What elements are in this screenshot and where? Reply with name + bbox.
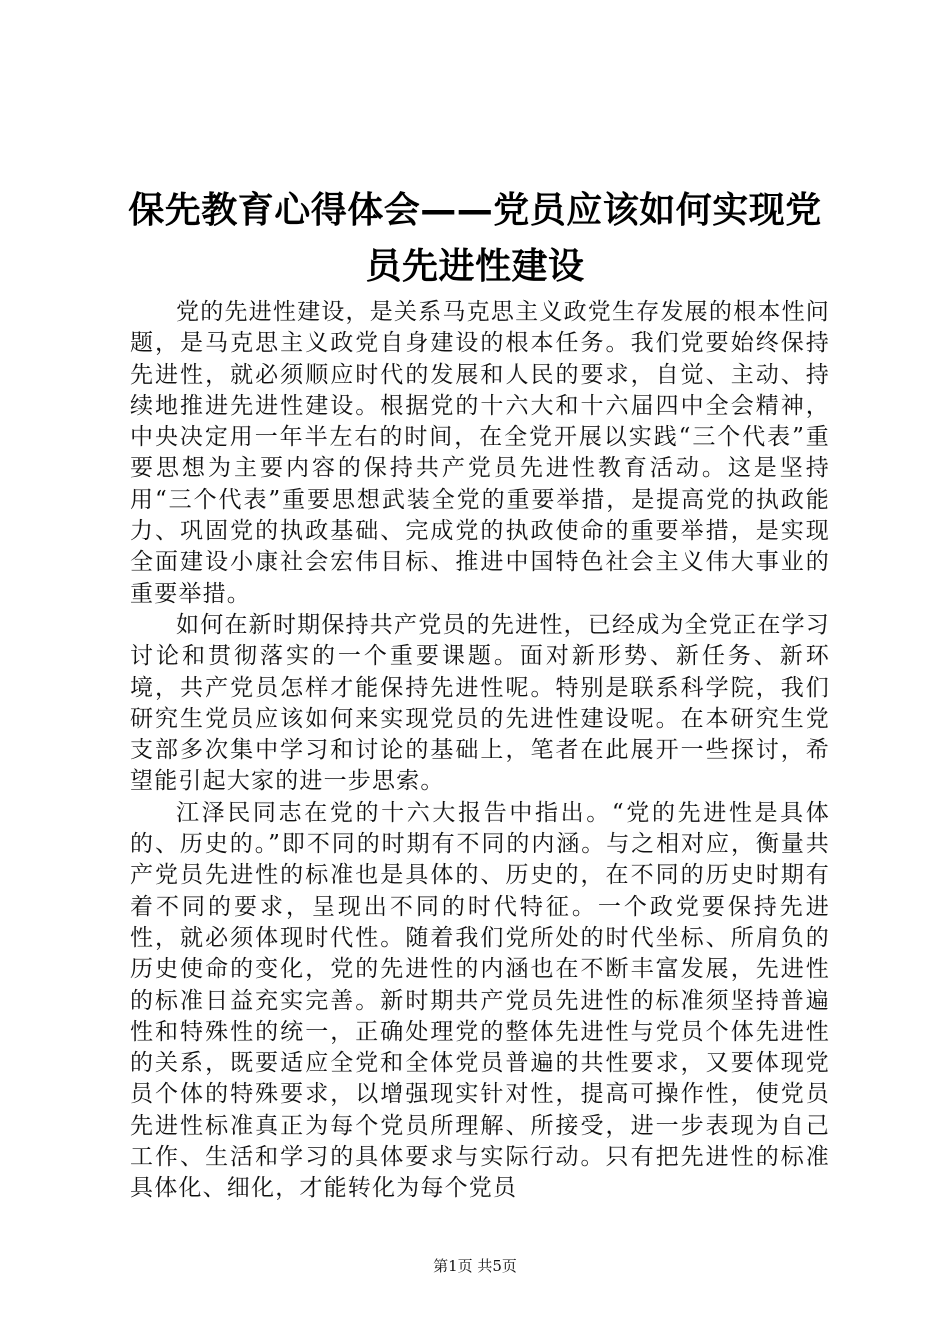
paragraph: 党的先进性建设，是关系马克思主义政党生存发展的根本性问题，是马克思主义政党自身建设的根本任务。我们党要始终保持先进性，就必须顺应时代的发展和人民的要求，自觉、主动、持续地推进先进性建设。根据党的十六大和十六届四中全会精神，中央决定用一年半左右的时间，在全党开展以实践“三个代表”重要思想为主要内容的保持共产党员先进性教育活动。这是坚持用“三个代表”重要思想武装全党的重要举措，是提高党的执政能力、巩固党的执政基础、完成党的执政使命的重要举措，是实现全面建设小康社会宏伟目标、推进中国特色社会主义伟大事业的重要举措。	[130, 299, 830, 607]
document-body	[130, 297, 830, 1205]
page-title: 保先教育心得体会——党员应该如何实现党员先进性建设	[128, 190, 822, 287]
paragraph: 江泽民同志在党的十六大报告中指出。“党的先进性是具体的、历史的。”即不同的时期有不同的内涵。与之相对应，衡量共产党员先进性的标准也是具体的、历史的，在不同的历史时期有着不同的要求，呈现出不同的时代特征。一个政党要保持先进性，就必须体现时代性。随着我们党所处的时代坐标、所肩负的历史使命的变化，党的先进性的内涵也在不断丰富发展，先进性的标准日益充实完善。新时期共产党员先进性的标准须坚持普遍性和特殊性的统一，正确处理党的整体先进性与党员个体先进性的关系，既要适应全党和全体党员普遍的共性要求，又要体现党员个体的特殊要求，以增强现实针对性，提高可操作性，使党员先进性标准真正为每个党员所理解、所接受，进一步表现为自己工作、生活和学习的具体要求与实际行动。只有把先进性的标准具体化、细化，才能转化为每个党员	[130, 799, 830, 1202]
paragraph: 如何在新时期保持共产党员的先进性，已经成为全党正在学习讨论和贯彻落实的一个重要课题。面对新形势、新任务、新环境，共产党员怎样才能保持先进性呢。特别是联系科学院，我们研究生党员应该如何来实现党员的先进性建设呢。在本研究生党支部多次集中学习和讨论的基础上，笔者在此展开一些探讨，希望能引起大家的进一步思索。	[130, 611, 830, 795]
page-number-footer: 第1页 共5页	[433, 1257, 517, 1275]
